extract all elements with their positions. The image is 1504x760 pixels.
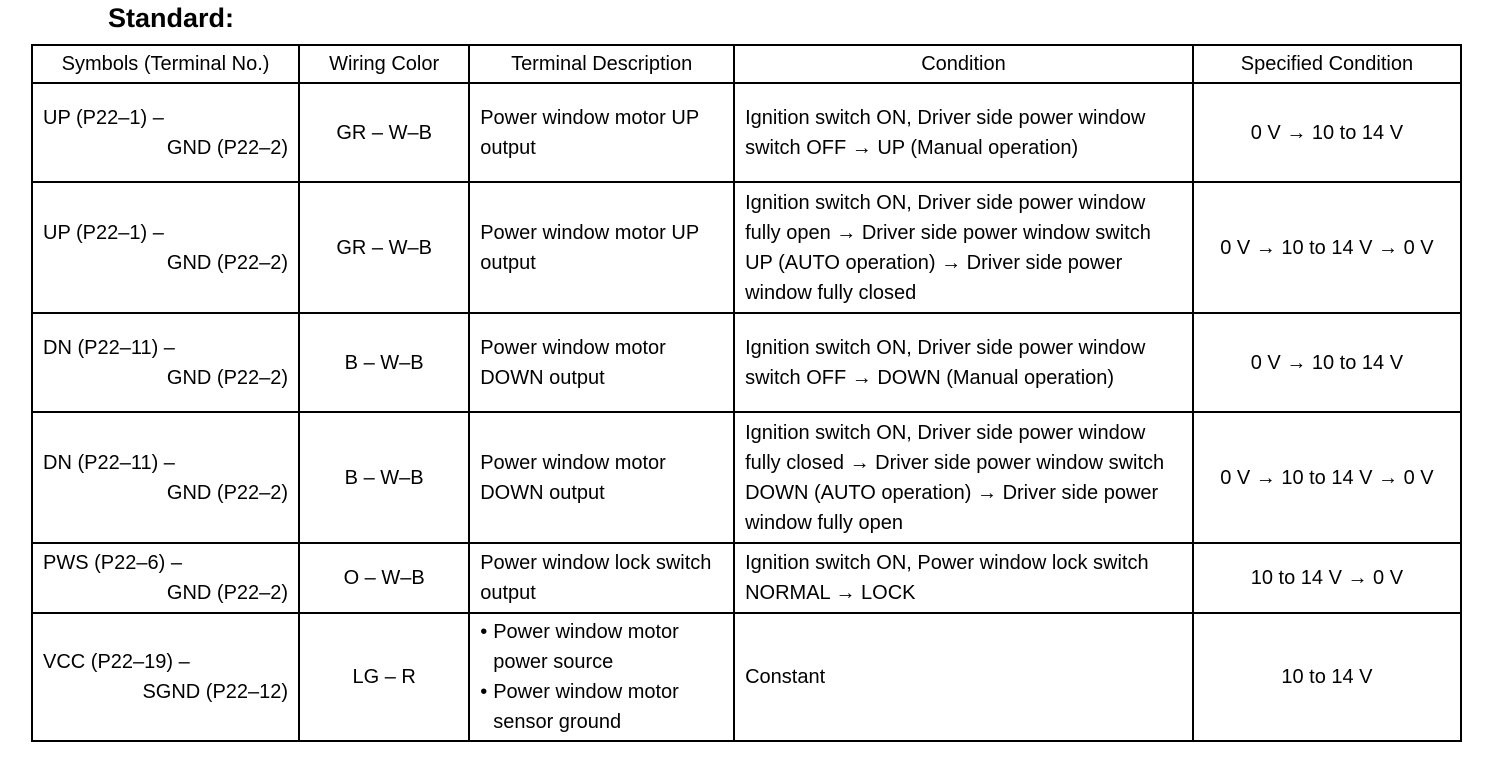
wiring-color-cell: B – W–B [299, 412, 469, 543]
description-bullet-item: • Power window motor power source [480, 617, 723, 677]
symbol-cell [32, 543, 299, 613]
symbol-cell [32, 613, 299, 741]
ground-symbol: SGND (P22–12) [142, 681, 289, 703]
ground-symbol: GND (P22–2) [166, 366, 289, 389]
terminal-description-cell: Power window motor DOWN output [469, 313, 734, 412]
ground-symbol: GND (P22–2) [166, 251, 289, 274]
terminal-symbol: DN (P22–11) – [43, 451, 175, 474]
column-header-terminal-description: Terminal Description [469, 45, 734, 83]
symbol-cell [32, 313, 299, 412]
condition-cell: Ignition switch ON, Driver side power window fully open → Driver side power window switch UP (AUTO operation) → Driver side power window fully closed [734, 182, 1193, 313]
column-header-symbols: Symbols (Terminal No.) [32, 45, 299, 83]
symbol-cell [32, 412, 299, 543]
terminal-description-cell: Power window lock switch output [469, 543, 734, 613]
table-row [32, 83, 1461, 182]
ground-symbol: GND (P22–2) [166, 582, 289, 604]
table-row [32, 412, 1461, 543]
condition-cell: Ignition switch ON, Driver side power window fully closed → Driver side power window switch DOWN (AUTO operation) → Driver side power window fully open [734, 412, 1193, 543]
description-bullet-list [480, 617, 723, 737]
symbol-cell [32, 83, 299, 182]
table-row [32, 543, 1461, 613]
condition-cell: Ignition switch ON, Driver side power window switch OFF → DOWN (Manual operation) [734, 313, 1193, 412]
specified-condition-cell: 10 to 14 V → 0 V [1193, 543, 1461, 613]
terminal-description-cell [469, 613, 734, 741]
condition-cell: Ignition switch ON, Power window lock switch NORMAL → LOCK [734, 543, 1193, 613]
wiring-color-cell: LG – R [299, 613, 469, 741]
terminal-symbol: DN (P22–11) – [43, 336, 175, 359]
column-header-wiring-color: Wiring Color [299, 45, 469, 83]
condition-cell: Ignition switch ON, Driver side power window switch OFF → UP (Manual operation) [734, 83, 1193, 182]
specified-condition-cell: 10 to 14 V [1193, 613, 1461, 741]
ground-symbol: GND (P22–2) [166, 481, 289, 504]
column-header-specified-condition: Specified Condition [1193, 45, 1461, 83]
condition-cell: Constant [734, 613, 1193, 741]
specified-condition-cell: 0 V → 10 to 14 V [1193, 83, 1461, 182]
table-row [32, 613, 1461, 741]
specified-condition-cell: 0 V → 10 to 14 V → 0 V [1193, 182, 1461, 313]
symbol-cell [32, 182, 299, 313]
terminal-symbol: PWS (P22–6) – [43, 552, 182, 574]
wiring-color-cell: GR – W–B [299, 83, 469, 182]
terminal-spec-table [31, 44, 1462, 742]
specified-condition-cell: 0 V → 10 to 14 V [1193, 313, 1461, 412]
table-row [32, 313, 1461, 412]
wiring-color-cell: B – W–B [299, 313, 469, 412]
terminal-description-cell: Power window motor UP output [469, 83, 734, 182]
page-title: Standard: [108, 3, 235, 33]
terminal-description-cell: Power window motor UP output [469, 182, 734, 313]
terminal-symbol: VCC (P22–19) – [43, 651, 190, 673]
specified-condition-cell: 0 V → 10 to 14 V → 0 V [1193, 412, 1461, 543]
terminal-symbol: UP (P22–1) – [43, 106, 164, 129]
terminal-symbol: UP (P22–1) – [43, 221, 164, 244]
column-header-condition: Condition [734, 45, 1193, 83]
table-row [32, 182, 1461, 313]
ground-symbol: GND (P22–2) [166, 136, 289, 159]
description-bullet-item: • Power window motor sensor ground [480, 677, 723, 737]
wiring-color-cell: O – W–B [299, 543, 469, 613]
terminal-description-cell: Power window motor DOWN output [469, 412, 734, 543]
wiring-color-cell: GR – W–B [299, 182, 469, 313]
table-header-row [32, 45, 1461, 83]
